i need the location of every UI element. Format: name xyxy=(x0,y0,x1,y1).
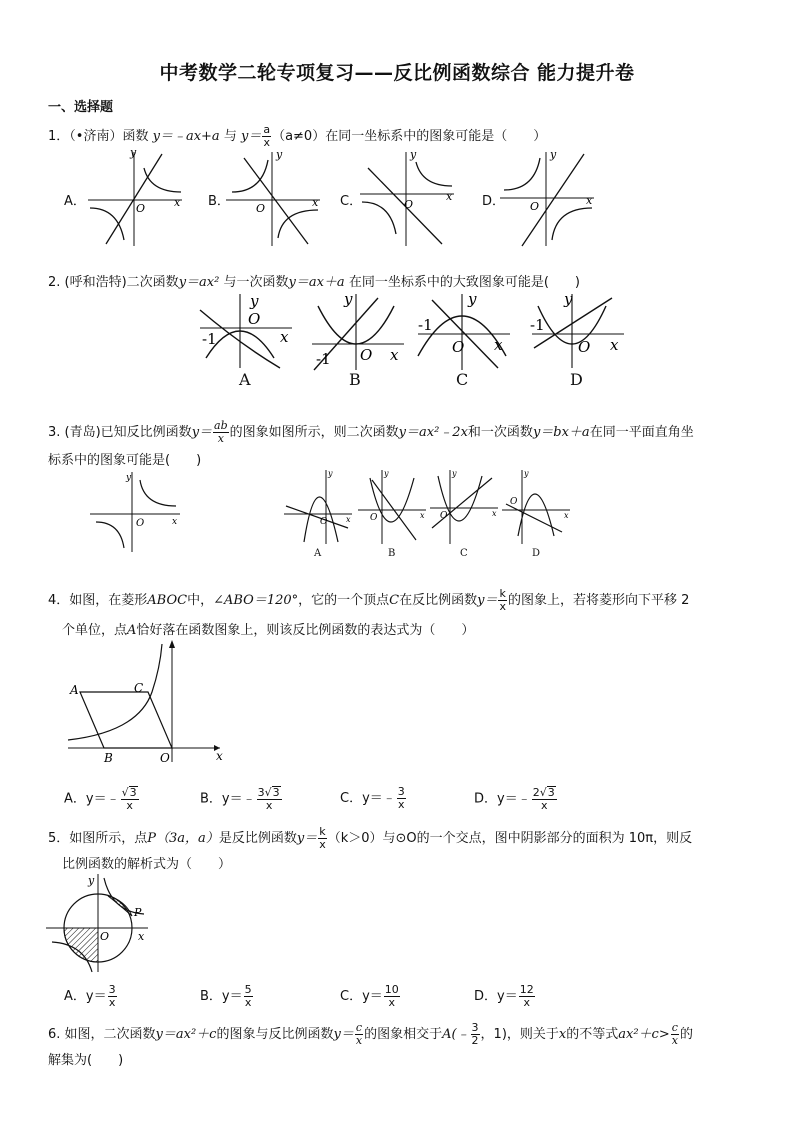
q2-label-c: C xyxy=(456,370,469,389)
question-3-text: 3. (青岛)已知反比例函数y＝ $\frac{ab}{x}$ 的图象如图所示，则二次函数y＝ax²﹣2x和一次函数y＝bx＋a在同一平面直角坐 xyxy=(48,419,694,445)
svg-text:-1: -1 xyxy=(202,330,217,348)
q1-option-a[interactable]: A． xyxy=(64,194,86,209)
svg-text:x: x xyxy=(312,196,319,209)
svg-text:y: y xyxy=(126,473,132,483)
svg-text:O: O xyxy=(440,511,448,521)
svg-text:O: O xyxy=(452,338,465,356)
svg-text:O: O xyxy=(256,202,266,215)
svg-text:y: y xyxy=(564,292,573,308)
q4-option-a[interactable]: A．y＝﹣ $\frac{√3}{x}$ xyxy=(64,786,137,812)
question-3-text-line2: 标系中的图象可能是( ) xyxy=(48,453,202,468)
q1-graph-c xyxy=(358,148,458,248)
svg-text:C: C xyxy=(134,681,144,695)
q1-option-b[interactable]: B． xyxy=(208,194,230,209)
svg-text:x: x xyxy=(420,511,425,520)
q3-label-d: D xyxy=(532,548,541,559)
q3-graph-c xyxy=(428,466,500,546)
svg-text:O: O xyxy=(404,198,414,211)
svg-text:y: y xyxy=(452,469,457,478)
q2-label-d: D xyxy=(570,370,583,389)
svg-text:y: y xyxy=(550,148,557,161)
q1-graph-b xyxy=(224,148,324,248)
svg-text:O: O xyxy=(360,346,373,364)
page-title: 中考数学二轮专项复习——反比例函数综合 能力提升卷 xyxy=(159,62,635,84)
svg-text:x: x xyxy=(172,517,178,527)
q3-label-a: A xyxy=(314,548,322,559)
svg-text:x: x xyxy=(390,346,399,364)
svg-text:P: P xyxy=(134,906,142,919)
q5-option-d[interactable]: D．y＝ $\frac{12}{x}$ xyxy=(474,983,534,1009)
svg-text:O: O xyxy=(160,751,170,765)
q3-graph-d xyxy=(500,466,572,546)
svg-text:x: x xyxy=(280,328,289,346)
q1-option-c[interactable]: C． xyxy=(340,194,363,209)
svg-text:y: y xyxy=(524,469,529,478)
q1-option-d[interactable]: D． xyxy=(482,194,506,209)
svg-text:O: O xyxy=(510,497,518,507)
svg-text:y: y xyxy=(88,874,95,887)
question-2-text: 2. (呼和浩特)二次函数y＝ax² 与一次函数y＝ax＋a 在同一坐标系中的大致图象可能是( ) xyxy=(48,275,580,290)
svg-text:O: O xyxy=(100,930,110,943)
svg-text:B: B xyxy=(104,751,113,765)
q3-label-b: B xyxy=(388,548,396,559)
svg-text:O: O xyxy=(370,513,378,523)
question-5-text: 5．如图所示，点P（3a，a）是反比例函数y＝ $\frac{k}{x}$ （k＞0）与⊙O的一个交点，图中阴影部分的面积为 10π，则反 xyxy=(48,825,693,851)
svg-text:O: O xyxy=(136,518,145,529)
q2-label-b: B xyxy=(349,370,361,389)
question-1-text: 1．（•济南）函数 y＝﹣ax+a 与 y＝ $\frac{a}{x}$ （a≠0）在同一坐标系中的图象可能是（ ） xyxy=(48,123,547,149)
svg-text:O: O xyxy=(530,200,540,213)
question-4-text: 4．如图，在菱形ABOC中，∠ABO＝120°，它的一个顶点C在反比例函数y＝ $\frac{k}{x}$ 的图象上，若将菱形向下平移 2 xyxy=(48,587,690,613)
q1-graph-d xyxy=(498,148,598,248)
svg-text:y: y xyxy=(328,469,333,478)
svg-text:x: x xyxy=(346,515,351,524)
svg-text:y: y xyxy=(468,292,477,308)
question-4-text-line2: 个单位，点A恰好落在函数图象上，则该反比例函数的表达式为（ ） xyxy=(62,623,475,638)
q5-option-c[interactable]: C．y＝ $\frac{10}{x}$ xyxy=(340,983,399,1009)
svg-text:y: y xyxy=(344,292,353,308)
svg-text:y: y xyxy=(384,469,389,478)
q3-label-c: C xyxy=(460,548,468,559)
q4-option-d[interactable]: D．y＝﹣ $\frac{2√3}{x}$ xyxy=(474,786,555,812)
svg-text:x: x xyxy=(138,930,145,943)
q4-option-c[interactable]: C．y＝﹣ $\frac{3}{x}$ xyxy=(340,785,405,811)
svg-text:x: x xyxy=(494,336,503,354)
svg-text:y: y xyxy=(250,292,259,310)
svg-text:x: x xyxy=(586,194,593,207)
svg-text:x: x xyxy=(492,509,497,518)
svg-text:x: x xyxy=(446,190,453,203)
svg-text:A: A xyxy=(70,683,79,697)
svg-text:O: O xyxy=(578,338,591,356)
question-6-text-line2: 解集为( ) xyxy=(48,1053,124,1068)
svg-text:x: x xyxy=(564,511,569,520)
q5-option-a[interactable]: A．y＝ $\frac{3}{x}$ xyxy=(64,983,116,1009)
question-5-text-line2: 比例函数的解析式为（ ） xyxy=(62,857,232,872)
svg-text:y: y xyxy=(276,148,283,161)
q2-label-a: A xyxy=(239,370,251,389)
svg-text:y: y xyxy=(130,148,137,159)
svg-text:x: x xyxy=(174,196,181,209)
svg-text:O: O xyxy=(136,202,146,215)
q3-given-graph xyxy=(86,468,186,554)
q5-option-b[interactable]: B．y＝ $\frac{5}{x}$ xyxy=(200,983,252,1009)
q1-graph-a xyxy=(86,148,186,248)
q3-graph-b xyxy=(356,466,428,546)
q4-rhombus-figure xyxy=(60,636,230,766)
svg-text:-1: -1 xyxy=(530,316,545,334)
svg-text:y: y xyxy=(410,148,417,161)
svg-text:x: x xyxy=(610,336,619,354)
svg-text:-1: -1 xyxy=(418,316,433,334)
svg-text:x: x xyxy=(216,749,223,763)
q5-circle-figure xyxy=(44,872,154,976)
question-6-text: 6. 如图，二次函数y＝ax²＋c的图象与反比例函数y＝ $\frac{c}{x}$ 的图象相交于A(﹣ $\frac{3}{2}$ ，1)，则关于x的不等式ax²＋c> $\frac{c}{x}$ 的 xyxy=(48,1021,693,1047)
q3-graph-a xyxy=(282,466,354,546)
q4-option-b[interactable]: B．y＝﹣ $\frac{3√3}{x}$ xyxy=(200,786,280,812)
svg-text:-1: -1 xyxy=(316,350,331,368)
section-heading: 一、选择题 xyxy=(48,100,114,115)
svg-text:O: O xyxy=(248,310,261,328)
svg-text:O: O xyxy=(320,517,328,527)
